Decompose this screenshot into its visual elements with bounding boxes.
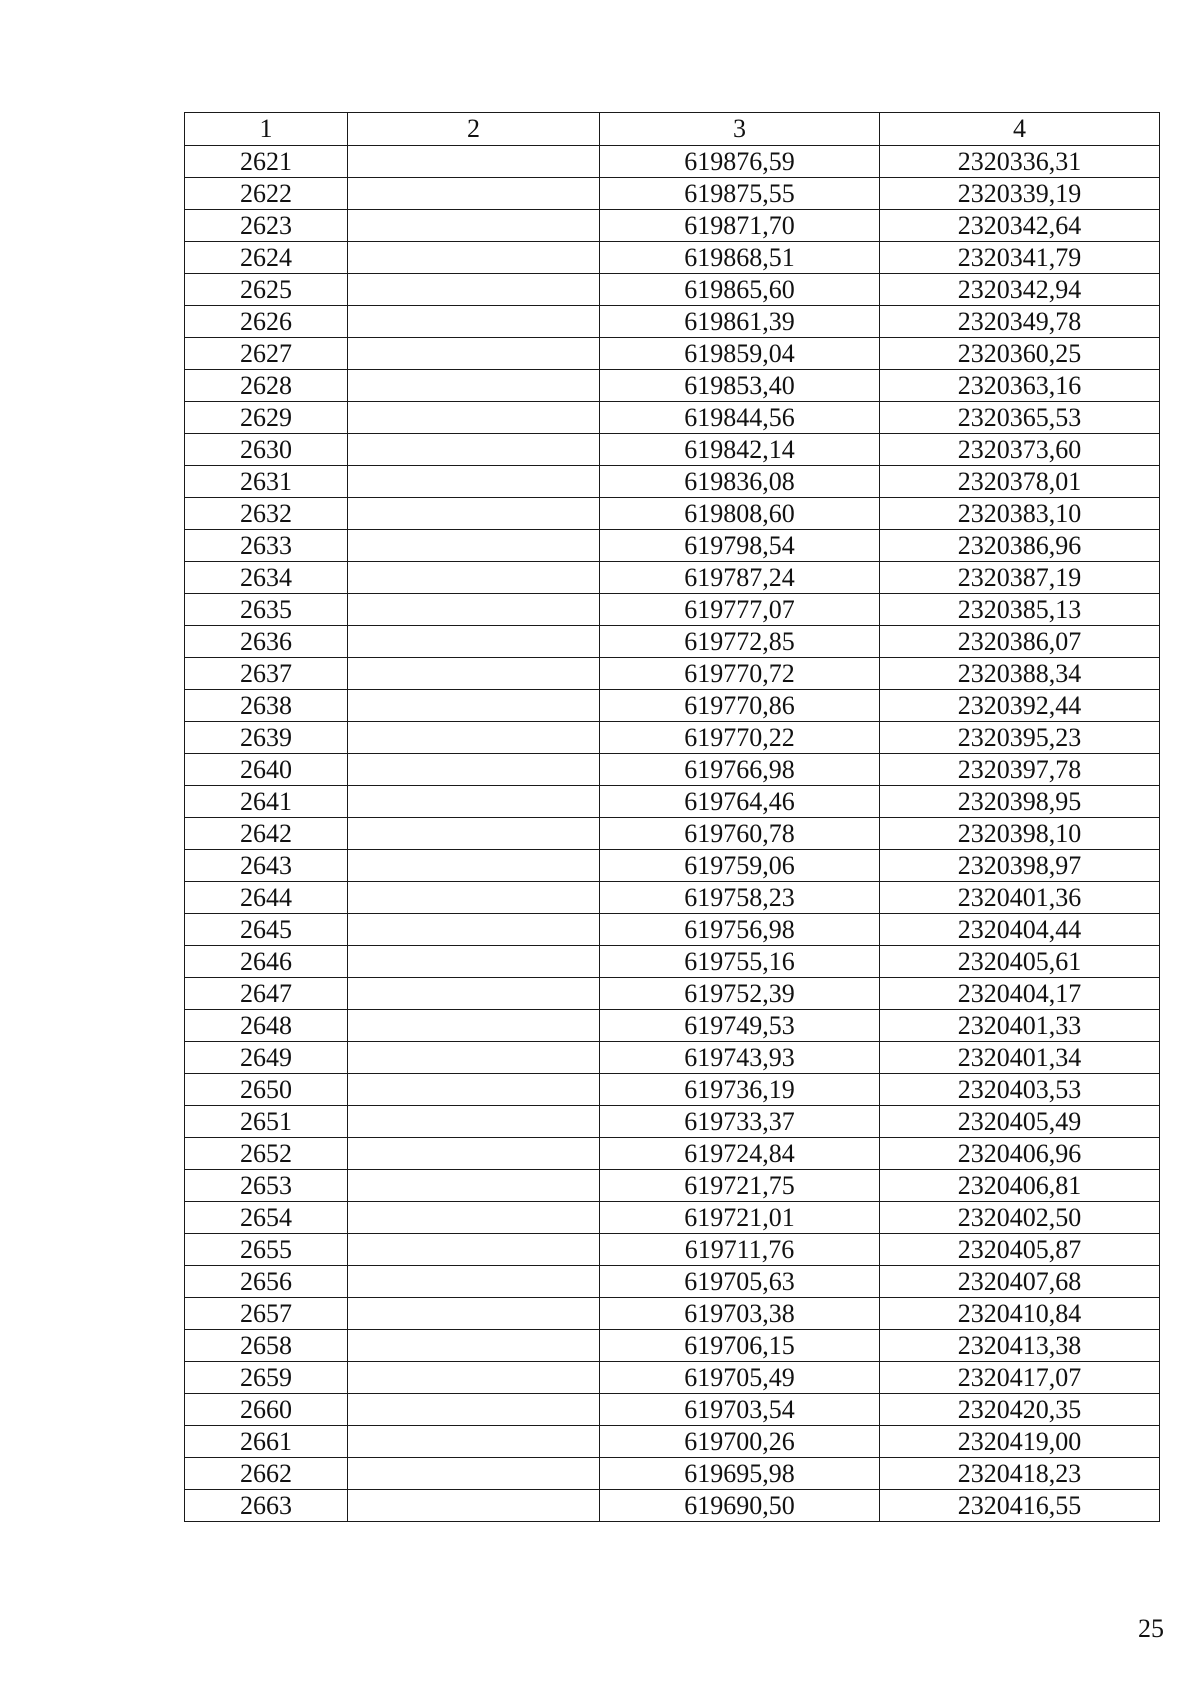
table-row bbox=[185, 722, 1160, 754]
table-row bbox=[185, 1106, 1160, 1138]
column-2-cell bbox=[348, 306, 600, 338]
table-row bbox=[185, 1330, 1160, 1362]
point-number-cell: 2646 bbox=[185, 946, 348, 978]
column-2-cell bbox=[348, 466, 600, 498]
table-row bbox=[185, 914, 1160, 946]
column-2-cell bbox=[348, 690, 600, 722]
table-row bbox=[185, 146, 1160, 178]
x-coordinate-cell: 619733,37 bbox=[600, 1106, 880, 1138]
table-header-row bbox=[185, 113, 1160, 146]
point-number-cell: 2623 bbox=[185, 210, 348, 242]
table-row bbox=[185, 626, 1160, 658]
y-coordinate-cell: 2320341,79 bbox=[880, 242, 1160, 274]
y-coordinate-cell: 2320363,16 bbox=[880, 370, 1160, 402]
column-2-cell bbox=[348, 338, 600, 370]
table-row bbox=[185, 786, 1160, 818]
y-coordinate-cell: 2320378,01 bbox=[880, 466, 1160, 498]
y-coordinate-cell: 2320420,35 bbox=[880, 1394, 1160, 1426]
table-row bbox=[185, 242, 1160, 274]
point-number-cell: 2628 bbox=[185, 370, 348, 402]
column-2-cell bbox=[348, 1298, 600, 1330]
point-number-cell: 2639 bbox=[185, 722, 348, 754]
y-coordinate-cell: 2320385,13 bbox=[880, 594, 1160, 626]
table-row bbox=[185, 1394, 1160, 1426]
x-coordinate-cell: 619721,01 bbox=[600, 1202, 880, 1234]
y-coordinate-cell: 2320349,78 bbox=[880, 306, 1160, 338]
x-coordinate-cell: 619705,49 bbox=[600, 1362, 880, 1394]
y-coordinate-cell: 2320398,10 bbox=[880, 818, 1160, 850]
y-coordinate-cell: 2320395,23 bbox=[880, 722, 1160, 754]
table-row bbox=[185, 466, 1160, 498]
y-coordinate-cell: 2320365,53 bbox=[880, 402, 1160, 434]
y-coordinate-cell: 2320401,34 bbox=[880, 1042, 1160, 1074]
table-row bbox=[185, 1266, 1160, 1298]
table-row bbox=[185, 178, 1160, 210]
y-coordinate-cell: 2320342,94 bbox=[880, 274, 1160, 306]
y-coordinate-cell: 2320406,96 bbox=[880, 1138, 1160, 1170]
point-number-cell: 2661 bbox=[185, 1426, 348, 1458]
point-number-cell: 2622 bbox=[185, 178, 348, 210]
x-coordinate-cell: 619758,23 bbox=[600, 882, 880, 914]
column-header-4: 4 bbox=[880, 113, 1160, 146]
table-row bbox=[185, 562, 1160, 594]
y-coordinate-cell: 2320388,34 bbox=[880, 658, 1160, 690]
point-number-cell: 2627 bbox=[185, 338, 348, 370]
y-coordinate-cell: 2320373,60 bbox=[880, 434, 1160, 466]
coordinates-table bbox=[184, 112, 1160, 1522]
y-coordinate-cell: 2320404,44 bbox=[880, 914, 1160, 946]
x-coordinate-cell: 619868,51 bbox=[600, 242, 880, 274]
table-row bbox=[185, 210, 1160, 242]
point-number-cell: 2630 bbox=[185, 434, 348, 466]
y-coordinate-cell: 2320405,87 bbox=[880, 1234, 1160, 1266]
table-row bbox=[185, 1202, 1160, 1234]
point-number-cell: 2654 bbox=[185, 1202, 348, 1234]
point-number-cell: 2660 bbox=[185, 1394, 348, 1426]
x-coordinate-cell: 619706,15 bbox=[600, 1330, 880, 1362]
column-2-cell bbox=[348, 1074, 600, 1106]
point-number-cell: 2636 bbox=[185, 626, 348, 658]
y-coordinate-cell: 2320416,55 bbox=[880, 1490, 1160, 1522]
y-coordinate-cell: 2320410,84 bbox=[880, 1298, 1160, 1330]
page-number: 25 bbox=[1138, 1614, 1164, 1643]
column-2-cell bbox=[348, 1202, 600, 1234]
table-row bbox=[185, 1138, 1160, 1170]
point-number-cell: 2645 bbox=[185, 914, 348, 946]
table-row bbox=[185, 306, 1160, 338]
column-2-cell bbox=[348, 594, 600, 626]
x-coordinate-cell: 619871,70 bbox=[600, 210, 880, 242]
column-2-cell bbox=[348, 1266, 600, 1298]
y-coordinate-cell: 2320417,07 bbox=[880, 1362, 1160, 1394]
column-2-cell bbox=[348, 1042, 600, 1074]
table-row bbox=[185, 1490, 1160, 1522]
table-row bbox=[185, 594, 1160, 626]
x-coordinate-cell: 619777,07 bbox=[600, 594, 880, 626]
x-coordinate-cell: 619772,85 bbox=[600, 626, 880, 658]
x-coordinate-cell: 619842,14 bbox=[600, 434, 880, 466]
column-2-cell bbox=[348, 1330, 600, 1362]
column-2-cell bbox=[348, 818, 600, 850]
point-number-cell: 2621 bbox=[185, 146, 348, 178]
table-row bbox=[185, 402, 1160, 434]
y-coordinate-cell: 2320386,07 bbox=[880, 626, 1160, 658]
column-2-cell bbox=[348, 146, 600, 178]
x-coordinate-cell: 619724,84 bbox=[600, 1138, 880, 1170]
x-coordinate-cell: 619861,39 bbox=[600, 306, 880, 338]
table-row bbox=[185, 1074, 1160, 1106]
column-2-cell bbox=[348, 498, 600, 530]
point-number-cell: 2648 bbox=[185, 1010, 348, 1042]
x-coordinate-cell: 619798,54 bbox=[600, 530, 880, 562]
y-coordinate-cell: 2320418,23 bbox=[880, 1458, 1160, 1490]
y-coordinate-cell: 2320401,36 bbox=[880, 882, 1160, 914]
x-coordinate-cell: 619836,08 bbox=[600, 466, 880, 498]
column-2-cell bbox=[348, 626, 600, 658]
point-number-cell: 2647 bbox=[185, 978, 348, 1010]
table-row bbox=[185, 1234, 1160, 1266]
x-coordinate-cell: 619749,53 bbox=[600, 1010, 880, 1042]
y-coordinate-cell: 2320342,64 bbox=[880, 210, 1160, 242]
point-number-cell: 2629 bbox=[185, 402, 348, 434]
x-coordinate-cell: 619703,54 bbox=[600, 1394, 880, 1426]
point-number-cell: 2632 bbox=[185, 498, 348, 530]
column-2-cell bbox=[348, 882, 600, 914]
coordinates-table-body bbox=[185, 113, 1160, 1522]
point-number-cell: 2662 bbox=[185, 1458, 348, 1490]
column-2-cell bbox=[348, 850, 600, 882]
point-number-cell: 2663 bbox=[185, 1490, 348, 1522]
column-2-cell bbox=[348, 530, 600, 562]
point-number-cell: 2644 bbox=[185, 882, 348, 914]
point-number-cell: 2651 bbox=[185, 1106, 348, 1138]
table-row bbox=[185, 274, 1160, 306]
column-2-cell bbox=[348, 1010, 600, 1042]
column-2-cell bbox=[348, 914, 600, 946]
y-coordinate-cell: 2320398,95 bbox=[880, 786, 1160, 818]
x-coordinate-cell: 619721,75 bbox=[600, 1170, 880, 1202]
y-coordinate-cell: 2320401,33 bbox=[880, 1010, 1160, 1042]
table-row bbox=[185, 946, 1160, 978]
column-2-cell bbox=[348, 402, 600, 434]
x-coordinate-cell: 619736,19 bbox=[600, 1074, 880, 1106]
x-coordinate-cell: 619690,50 bbox=[600, 1490, 880, 1522]
column-2-cell bbox=[348, 722, 600, 754]
x-coordinate-cell: 619853,40 bbox=[600, 370, 880, 402]
column-header-2: 2 bbox=[348, 113, 600, 146]
y-coordinate-cell: 2320403,53 bbox=[880, 1074, 1160, 1106]
x-coordinate-cell: 619859,04 bbox=[600, 338, 880, 370]
point-number-cell: 2650 bbox=[185, 1074, 348, 1106]
column-2-cell bbox=[348, 754, 600, 786]
y-coordinate-cell: 2320405,49 bbox=[880, 1106, 1160, 1138]
column-header-1: 1 bbox=[185, 113, 348, 146]
column-2-cell bbox=[348, 1426, 600, 1458]
x-coordinate-cell: 619743,93 bbox=[600, 1042, 880, 1074]
column-2-cell bbox=[348, 1170, 600, 1202]
y-coordinate-cell: 2320383,10 bbox=[880, 498, 1160, 530]
y-coordinate-cell: 2320392,44 bbox=[880, 690, 1160, 722]
point-number-cell: 2624 bbox=[185, 242, 348, 274]
x-coordinate-cell: 619787,24 bbox=[600, 562, 880, 594]
y-coordinate-cell: 2320397,78 bbox=[880, 754, 1160, 786]
table-row bbox=[185, 498, 1160, 530]
point-number-cell: 2625 bbox=[185, 274, 348, 306]
y-coordinate-cell: 2320336,31 bbox=[880, 146, 1160, 178]
x-coordinate-cell: 619876,59 bbox=[600, 146, 880, 178]
table-row bbox=[185, 370, 1160, 402]
x-coordinate-cell: 619875,55 bbox=[600, 178, 880, 210]
table-row bbox=[185, 1426, 1160, 1458]
y-coordinate-cell: 2320402,50 bbox=[880, 1202, 1160, 1234]
y-coordinate-cell: 2320387,19 bbox=[880, 562, 1160, 594]
x-coordinate-cell: 619711,76 bbox=[600, 1234, 880, 1266]
y-coordinate-cell: 2320413,38 bbox=[880, 1330, 1160, 1362]
x-coordinate-cell: 619752,39 bbox=[600, 978, 880, 1010]
column-header-3: 3 bbox=[600, 113, 880, 146]
table-row bbox=[185, 850, 1160, 882]
point-number-cell: 2637 bbox=[185, 658, 348, 690]
x-coordinate-cell: 619770,22 bbox=[600, 722, 880, 754]
point-number-cell: 2655 bbox=[185, 1234, 348, 1266]
y-coordinate-cell: 2320398,97 bbox=[880, 850, 1160, 882]
point-number-cell: 2643 bbox=[185, 850, 348, 882]
column-2-cell bbox=[348, 562, 600, 594]
x-coordinate-cell: 619760,78 bbox=[600, 818, 880, 850]
point-number-cell: 2635 bbox=[185, 594, 348, 626]
column-2-cell bbox=[348, 178, 600, 210]
table-row bbox=[185, 818, 1160, 850]
table-row bbox=[185, 338, 1160, 370]
column-2-cell bbox=[348, 434, 600, 466]
column-2-cell bbox=[348, 210, 600, 242]
x-coordinate-cell: 619695,98 bbox=[600, 1458, 880, 1490]
x-coordinate-cell: 619808,60 bbox=[600, 498, 880, 530]
point-number-cell: 2641 bbox=[185, 786, 348, 818]
x-coordinate-cell: 619703,38 bbox=[600, 1298, 880, 1330]
table-row bbox=[185, 1362, 1160, 1394]
x-coordinate-cell: 619759,06 bbox=[600, 850, 880, 882]
y-coordinate-cell: 2320406,81 bbox=[880, 1170, 1160, 1202]
column-2-cell bbox=[348, 658, 600, 690]
table-row bbox=[185, 882, 1160, 914]
point-number-cell: 2659 bbox=[185, 1362, 348, 1394]
table-row bbox=[185, 434, 1160, 466]
y-coordinate-cell: 2320405,61 bbox=[880, 946, 1160, 978]
column-2-cell bbox=[348, 978, 600, 1010]
column-2-cell bbox=[348, 370, 600, 402]
y-coordinate-cell: 2320404,17 bbox=[880, 978, 1160, 1010]
x-coordinate-cell: 619705,63 bbox=[600, 1266, 880, 1298]
column-2-cell bbox=[348, 242, 600, 274]
point-number-cell: 2657 bbox=[185, 1298, 348, 1330]
column-2-cell bbox=[348, 946, 600, 978]
point-number-cell: 2631 bbox=[185, 466, 348, 498]
point-number-cell: 2638 bbox=[185, 690, 348, 722]
x-coordinate-cell: 619844,56 bbox=[600, 402, 880, 434]
column-2-cell bbox=[348, 1106, 600, 1138]
column-2-cell bbox=[348, 274, 600, 306]
table-row bbox=[185, 978, 1160, 1010]
table-row bbox=[185, 1170, 1160, 1202]
point-number-cell: 2656 bbox=[185, 1266, 348, 1298]
column-2-cell bbox=[348, 1458, 600, 1490]
x-coordinate-cell: 619755,16 bbox=[600, 946, 880, 978]
y-coordinate-cell: 2320407,68 bbox=[880, 1266, 1160, 1298]
point-number-cell: 2653 bbox=[185, 1170, 348, 1202]
point-number-cell: 2642 bbox=[185, 818, 348, 850]
x-coordinate-cell: 619770,86 bbox=[600, 690, 880, 722]
point-number-cell: 2633 bbox=[185, 530, 348, 562]
x-coordinate-cell: 619770,72 bbox=[600, 658, 880, 690]
column-2-cell bbox=[348, 1362, 600, 1394]
x-coordinate-cell: 619766,98 bbox=[600, 754, 880, 786]
table-row bbox=[185, 658, 1160, 690]
y-coordinate-cell: 2320386,96 bbox=[880, 530, 1160, 562]
point-number-cell: 2658 bbox=[185, 1330, 348, 1362]
y-coordinate-cell: 2320360,25 bbox=[880, 338, 1160, 370]
table-row bbox=[185, 1298, 1160, 1330]
table-row bbox=[185, 1458, 1160, 1490]
y-coordinate-cell: 2320419,00 bbox=[880, 1426, 1160, 1458]
point-number-cell: 2640 bbox=[185, 754, 348, 786]
table-row bbox=[185, 690, 1160, 722]
column-2-cell bbox=[348, 786, 600, 818]
point-number-cell: 2649 bbox=[185, 1042, 348, 1074]
y-coordinate-cell: 2320339,19 bbox=[880, 178, 1160, 210]
point-number-cell: 2652 bbox=[185, 1138, 348, 1170]
x-coordinate-cell: 619756,98 bbox=[600, 914, 880, 946]
column-2-cell bbox=[348, 1394, 600, 1426]
table-row bbox=[185, 530, 1160, 562]
column-2-cell bbox=[348, 1490, 600, 1522]
table-row bbox=[185, 754, 1160, 786]
x-coordinate-cell: 619865,60 bbox=[600, 274, 880, 306]
column-2-cell bbox=[348, 1234, 600, 1266]
column-2-cell bbox=[348, 1138, 600, 1170]
x-coordinate-cell: 619700,26 bbox=[600, 1426, 880, 1458]
point-number-cell: 2634 bbox=[185, 562, 348, 594]
table-row bbox=[185, 1042, 1160, 1074]
x-coordinate-cell: 619764,46 bbox=[600, 786, 880, 818]
point-number-cell: 2626 bbox=[185, 306, 348, 338]
table-row bbox=[185, 1010, 1160, 1042]
